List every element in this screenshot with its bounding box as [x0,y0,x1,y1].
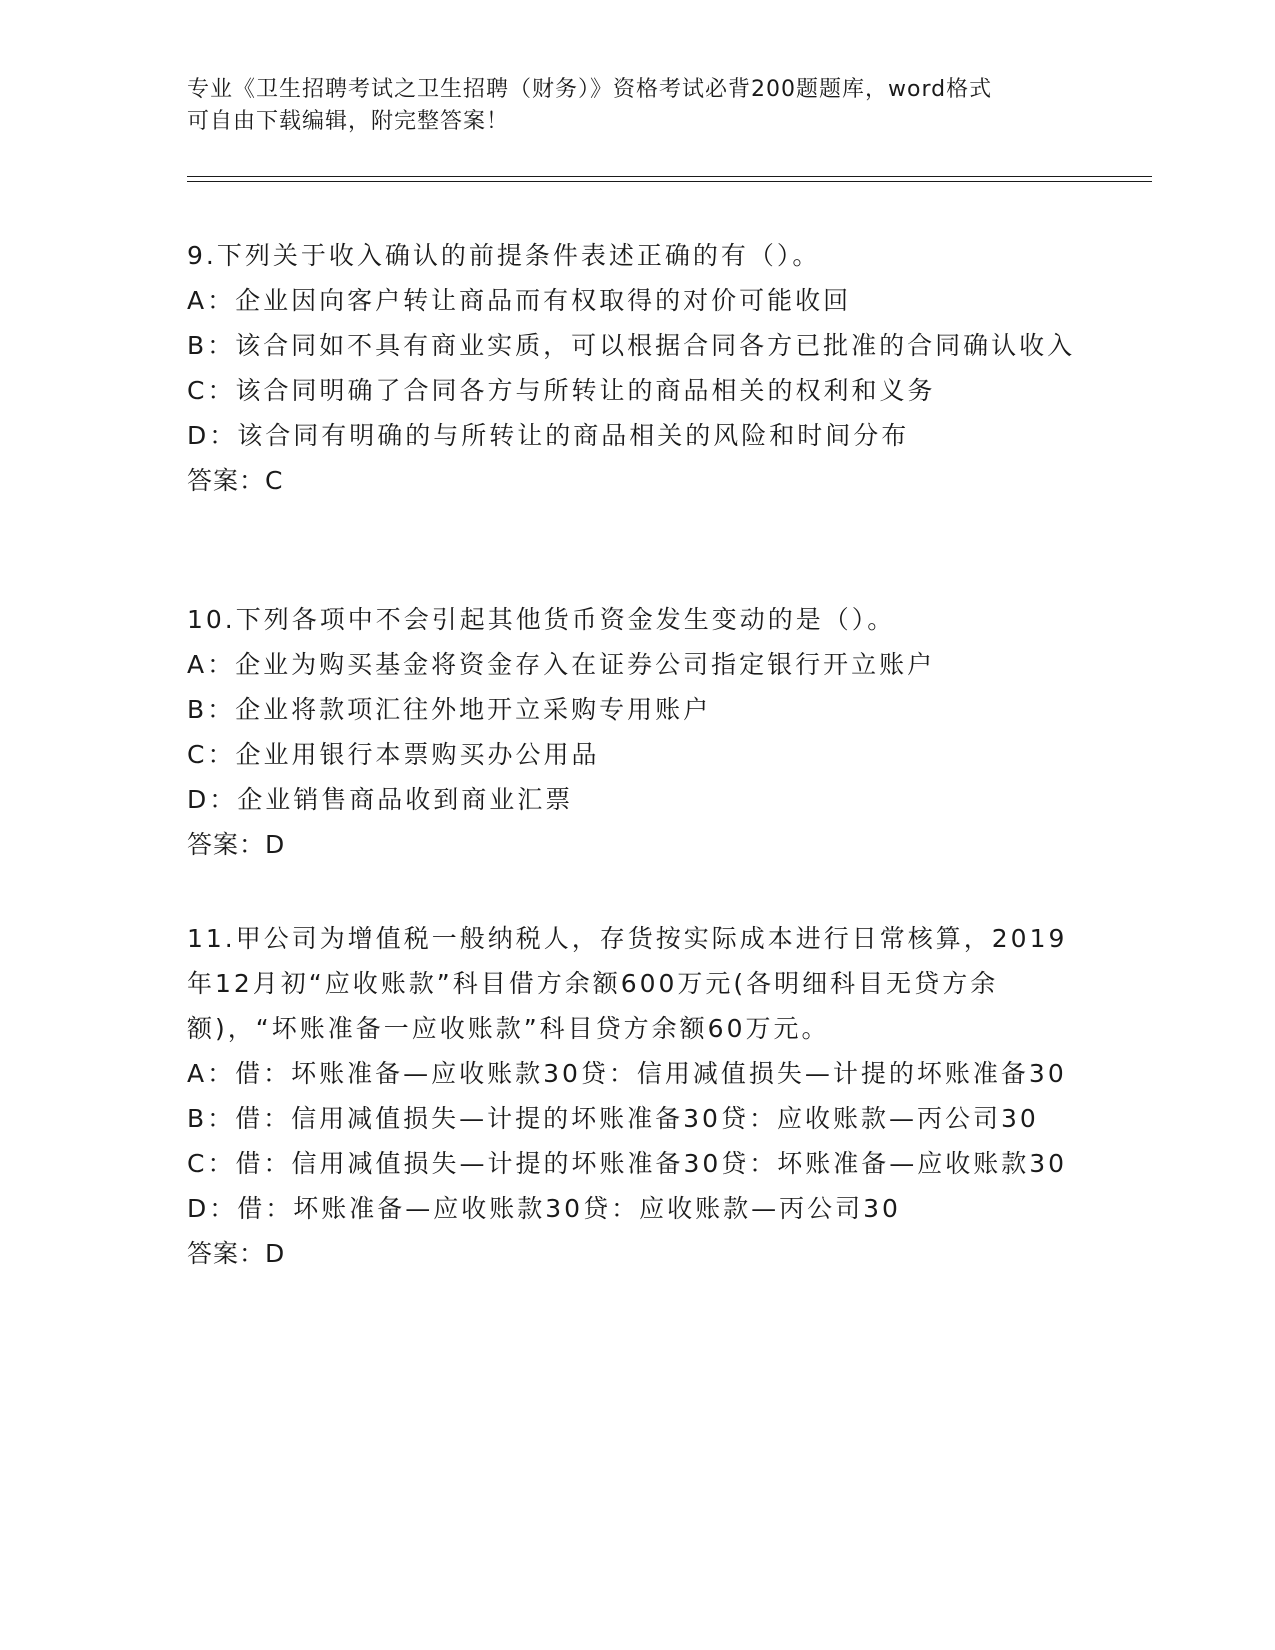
question-11 [187,916,1087,1276]
question-stem: 10.下列各项中不会引起其他货币资金发生变动的是（）。 [187,605,896,634]
question-stem: 11.甲公司为增值税一般纳税人，存货按实际成本进行日常核算，2019年12月初“应收账款”科目借方余额600万元(各明细科目无贷方余额)，“坏账准备一应收账款”科目贷方余额60万元。 [187,924,1068,1043]
header-line-1: 专业《卫生招聘考试之卫生招聘（财务）》资格考试必背200题题库，word格式 [187,77,993,102]
question-10 [187,597,1087,867]
option-a: A：借：坏账准备—应收账款30贷：信用减值损失—计提的坏账准备30 [187,1059,1067,1088]
option-b: B：该合同如不具有商业实质，可以根据合同各方已批准的合同确认收入 [187,331,1076,360]
answer: 答案：D [187,1239,286,1268]
option-a: A：企业为购买基金将资金存入在证券公司指定银行开立账户 [187,650,936,679]
header-divider-top [187,176,1152,177]
header-divider-bottom [187,181,1152,182]
document-header [187,74,1087,138]
question-9 [187,233,1087,503]
question-stem: 9.下列关于收入确认的前提条件表述正确的有（）。 [187,241,821,270]
option-c: C：借：信用减值损失—计提的坏账准备30贷：坏账准备—应收账款30 [187,1149,1068,1178]
option-c: C：企业用银行本票购买办公用品 [187,740,600,769]
answer: 答案：D [187,830,286,859]
option-d: D：借：坏账准备—应收账款30贷：应收账款—丙公司30 [187,1194,901,1223]
option-d: D：企业销售商品收到商业汇票 [187,785,574,814]
header-line-2: 可自由下载编辑，附完整答案！ [187,109,510,134]
option-b: B：企业将款项汇往外地开立采购专用账户 [187,695,712,724]
option-b: B：借：信用减值损失—计提的坏账准备30贷：应收账款—丙公司30 [187,1104,1039,1133]
option-c: C：该合同明确了合同各方与所转让的商品相关的权利和义务 [187,376,936,405]
option-a: A：企业因向客户转让商品而有权取得的对价可能收回 [187,286,852,315]
option-d: D：该合同有明确的与所转让的商品相关的风险和时间分布 [187,421,910,450]
answer: 答案：C [187,466,284,495]
